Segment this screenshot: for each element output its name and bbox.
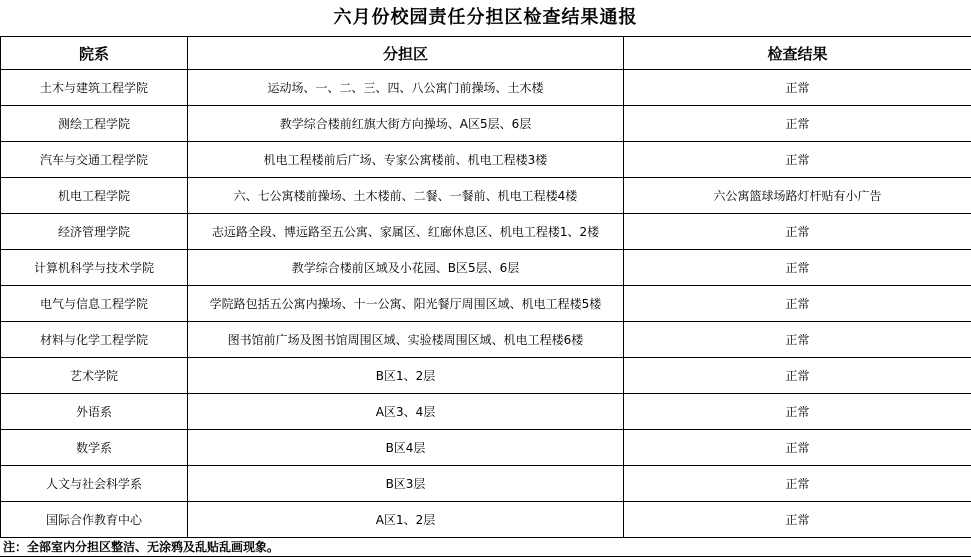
dept-cell: 材料与化学工程学院 <box>1 322 188 358</box>
table-row <box>1 178 971 214</box>
area-cell: B区1、2层 <box>188 358 624 394</box>
result-cell: 正常 <box>624 214 971 250</box>
table-row <box>1 214 971 250</box>
dept-cell: 机电工程学院 <box>1 178 188 214</box>
result-cell: 正常 <box>624 106 971 142</box>
result-cell: 正常 <box>624 286 971 322</box>
area-cell: 六、七公寓楼前操场、土木楼前、二餐、一餐前、机电工程楼4楼 <box>188 178 624 214</box>
result-cell: 正常 <box>624 502 971 538</box>
dept-cell: 土木与建筑工程学院 <box>1 70 188 106</box>
table-row <box>1 394 971 430</box>
table-header-row <box>1 37 971 70</box>
table-row <box>1 358 971 394</box>
column-header-result: 检查结果 <box>624 37 971 70</box>
table-row <box>1 502 971 538</box>
dept-cell: 经济管理学院 <box>1 214 188 250</box>
area-cell: 教学综合楼前红旗大街方向操场、A区5层、6层 <box>188 106 624 142</box>
result-cell: 正常 <box>624 250 971 286</box>
table-row <box>1 142 971 178</box>
area-cell: A区3、4层 <box>188 394 624 430</box>
table-row <box>1 466 971 502</box>
dept-cell: 外语系 <box>1 394 188 430</box>
result-cell: 正常 <box>624 358 971 394</box>
area-cell: B区4层 <box>188 430 624 466</box>
area-cell: A区1、2层 <box>188 502 624 538</box>
result-cell: 正常 <box>624 142 971 178</box>
area-cell: 机电工程楼前后广场、专家公寓楼前、机电工程楼3楼 <box>188 142 624 178</box>
result-cell: 正常 <box>624 322 971 358</box>
table-row <box>1 430 971 466</box>
inspection-table <box>0 36 971 538</box>
table-row <box>1 70 971 106</box>
dept-cell: 数学系 <box>1 430 188 466</box>
dept-cell: 汽车与交通工程学院 <box>1 142 188 178</box>
area-cell: 运动场、一、二、三、四、八公寓门前操场、土木楼 <box>188 70 624 106</box>
dept-cell: 国际合作教育中心 <box>1 502 188 538</box>
column-header-area: 分担区 <box>188 37 624 70</box>
result-cell: 正常 <box>624 466 971 502</box>
area-cell: 图书馆前广场及图书馆周围区域、实验楼周围区域、机电工程楼6楼 <box>188 322 624 358</box>
table-row <box>1 286 971 322</box>
dept-cell: 计算机科学与技术学院 <box>1 250 188 286</box>
footnote: 注：全部室内分担区整洁、无涂鸦及乱贴乱画现象。 <box>0 538 971 557</box>
table-row <box>1 106 971 142</box>
result-cell: 六公寓篮球场路灯杆贴有小广告 <box>624 178 971 214</box>
table-row <box>1 250 971 286</box>
dept-cell: 人文与社会科学系 <box>1 466 188 502</box>
result-cell: 正常 <box>624 70 971 106</box>
dept-cell: 电气与信息工程学院 <box>1 286 188 322</box>
table-row <box>1 322 971 358</box>
area-cell: 志远路全段、博远路至五公寓、家属区、红廊休息区、机电工程楼1、2楼 <box>188 214 624 250</box>
column-header-dept: 院系 <box>1 37 188 70</box>
result-cell: 正常 <box>624 394 971 430</box>
dept-cell: 测绘工程学院 <box>1 106 188 142</box>
result-cell: 正常 <box>624 430 971 466</box>
dept-cell: 艺术学院 <box>1 358 188 394</box>
area-cell: 教学综合楼前区域及小花园、B区5层、6层 <box>188 250 624 286</box>
area-cell: 学院路包括五公寓内操场、十一公寓、阳光餐厅周围区域、机电工程楼5楼 <box>188 286 624 322</box>
report-title: 六月份校园责任分担区检查结果通报 <box>333 7 638 28</box>
area-cell: B区3层 <box>188 466 624 502</box>
